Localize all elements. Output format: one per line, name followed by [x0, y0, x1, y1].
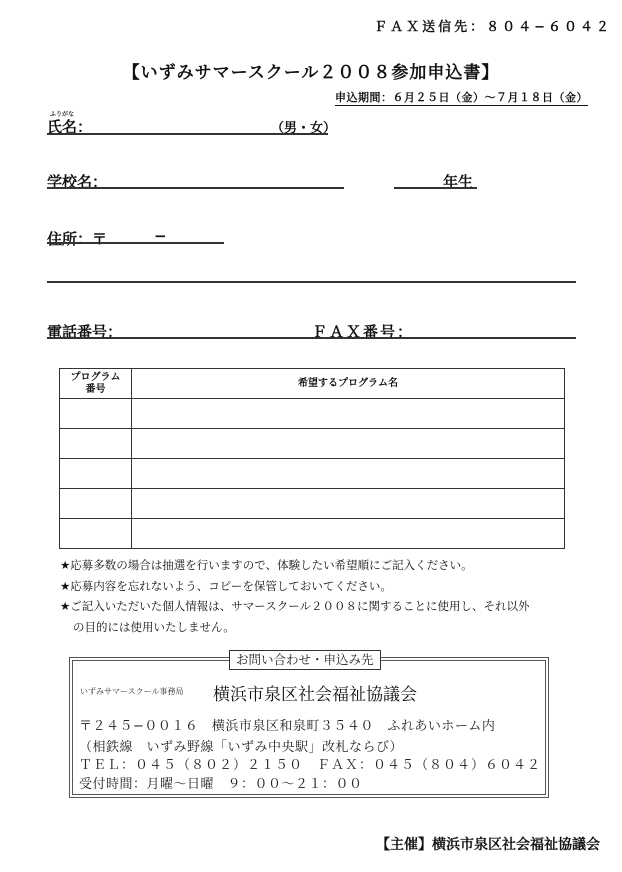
postal-dash: − — [154, 227, 167, 245]
program-number-cell[interactable] — [60, 519, 132, 549]
grade-field[interactable] — [394, 187, 477, 189]
contact-tab-label: お問い合わせ・申込み先 — [229, 650, 381, 670]
program-name-cell[interactable] — [132, 489, 565, 519]
program-name-cell[interactable] — [132, 429, 565, 459]
address-field[interactable] — [47, 281, 576, 283]
grade-label: 年生 — [443, 173, 474, 191]
table-row — [60, 519, 565, 549]
sponsor: 【主催】横浜市泉区社会福祉協議会 — [376, 837, 600, 853]
fax-label: ＦＡＸ番号： — [312, 323, 415, 341]
table-row — [60, 399, 565, 429]
table-row — [60, 459, 565, 489]
program-table — [59, 368, 565, 549]
gender-selector[interactable]: （男・女） — [271, 121, 337, 136]
name-field[interactable] — [47, 133, 328, 135]
program-name-cell[interactable] — [132, 459, 565, 489]
contact-access: （相鉄線 いずみ野線「いずみ中央駅」改札ならび） — [79, 740, 404, 755]
note-item: ★応募多数の場合は抽選を行いますので、体験したい希望順にご記入ください。 — [60, 558, 473, 572]
office-name: いずみサマースクール事務局 — [80, 687, 184, 696]
header-program-name: 希望するプログラム名 — [132, 369, 565, 399]
page-title: 【いずみサマースクール２００８参加申込書】 — [122, 63, 500, 83]
organization-name: 横浜市泉区社会福祉協議会 — [213, 685, 417, 705]
note-item-continuation: の目的には使用いたしません。 — [73, 619, 235, 634]
program-name-cell[interactable] — [132, 519, 565, 549]
header-program-number-line2: 番号 — [85, 383, 106, 395]
name-furigana-label: ふりがな — [50, 111, 75, 118]
note-item: ★ご記入いただいた個人情報は、サマースクール２００８に関することに使用し、それ以外 — [60, 599, 530, 613]
table-row — [60, 489, 565, 519]
header-program-number — [60, 369, 132, 399]
fax-destination: ＦＡＸ送信先：８０４−６０４２ — [374, 20, 612, 35]
program-number-cell[interactable] — [60, 399, 132, 429]
address-label: 住所：〒 — [47, 230, 108, 248]
table-header-row — [60, 369, 565, 399]
contact-tel-fax: ＴＥＬ：０４５（８０２）２１５０ ＦＡＸ：０４５（８０４）６０４２ — [79, 758, 542, 773]
phone-fax-field[interactable] — [47, 337, 576, 339]
school-label: 学校名： — [47, 173, 108, 191]
postal-code-field[interactable] — [47, 242, 224, 244]
program-number-cell[interactable] — [60, 489, 132, 519]
application-period: 申込期間：６月２５日（金）〜７月１８日（金） — [335, 91, 588, 104]
name-label: 氏名： — [47, 118, 93, 136]
note-item: ★応募内容を忘れないよう、コピーを保管しておいてください。 — [60, 578, 392, 593]
table-row — [60, 429, 565, 459]
phone-label: 電話番号： — [47, 323, 123, 341]
contact-hours: 受付時間：月曜〜日曜 ９：００〜２１：００ — [79, 777, 363, 792]
program-number-cell[interactable] — [60, 459, 132, 489]
program-number-cell[interactable] — [60, 429, 132, 459]
notes-list — [60, 555, 530, 637]
header-program-number-line1: プログラム — [70, 371, 121, 383]
contact-address: 〒２４５−００１６ 横浜市泉区和泉町３５４０ ふれあいホーム内 — [79, 719, 496, 734]
school-field[interactable] — [47, 187, 344, 189]
program-name-cell[interactable] — [132, 399, 565, 429]
